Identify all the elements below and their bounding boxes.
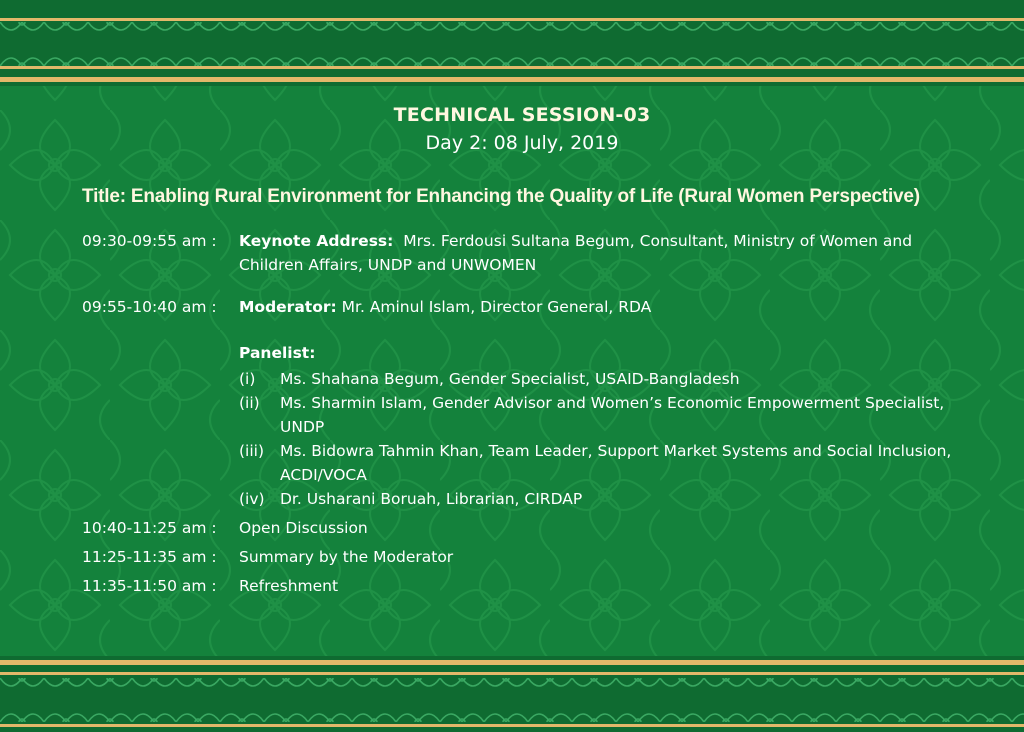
panelist-item: Ms. Bidowra Tahmin Khan, Team Leader, Support Market Systems and Social Inclusion, ACDI/VOCA [280,442,952,484]
session-topic-title: Title: Enabling Rural Environment for Enhancing the Quality of Life (Rural Women Perspective) [82,186,920,207]
panelist-heading [239,341,959,365]
panelist-num: (i) [239,370,256,388]
agenda-time-moderator: 09:55-10:40 am : [82,298,217,316]
panelist-num: (iii) [239,442,265,460]
panelist-num: (iv) [239,490,265,508]
agenda-time-refreshment: 11:35-11:50 am : [82,577,217,595]
session-title: TECHNICAL SESSION-03 [393,104,651,126]
agenda-item-keynote [239,229,959,277]
agenda-time-discussion: 10:40-11:25 am : [82,519,217,537]
panelist-num: (ii) [239,394,260,412]
panelist-item: Dr. Usharani Boruah, Librarian, CIRDAP [280,490,583,508]
keynote-label: Keynote Address: [239,232,394,250]
agenda-time-summary: 11:25-11:35 am : [82,548,217,566]
agenda-time-keynote: 09:30-09:55 am : [82,232,217,250]
agenda-item-discussion: Open Discussion [239,519,368,537]
agenda-item-moderator [239,295,959,319]
agenda-item-summary: Summary by the Moderator [239,548,454,566]
moderator-label: Moderator: [239,298,337,316]
session-date: Day 2: 08 July, 2019 [425,132,619,154]
panelist-heading-text: Panelist: [239,344,316,362]
panelist-item: Ms. Sharmin Islam, Gender Advisor and Women’s Economic Empowerment Specialist, UNDP [280,394,945,436]
keynote-text: Mrs. Ferdousi Sultana Begum, Consultant, Ministry of Women and Children Affairs, UNDP and UNWOMEN [239,232,913,274]
panelist-item: Ms. Shahana Begum, Gender Specialist, USAID-Bangladesh [280,370,740,388]
agenda-item-refreshment: Refreshment [239,577,339,595]
moderator-text: Mr. Aminul Islam, Director General, RDA [341,298,652,316]
